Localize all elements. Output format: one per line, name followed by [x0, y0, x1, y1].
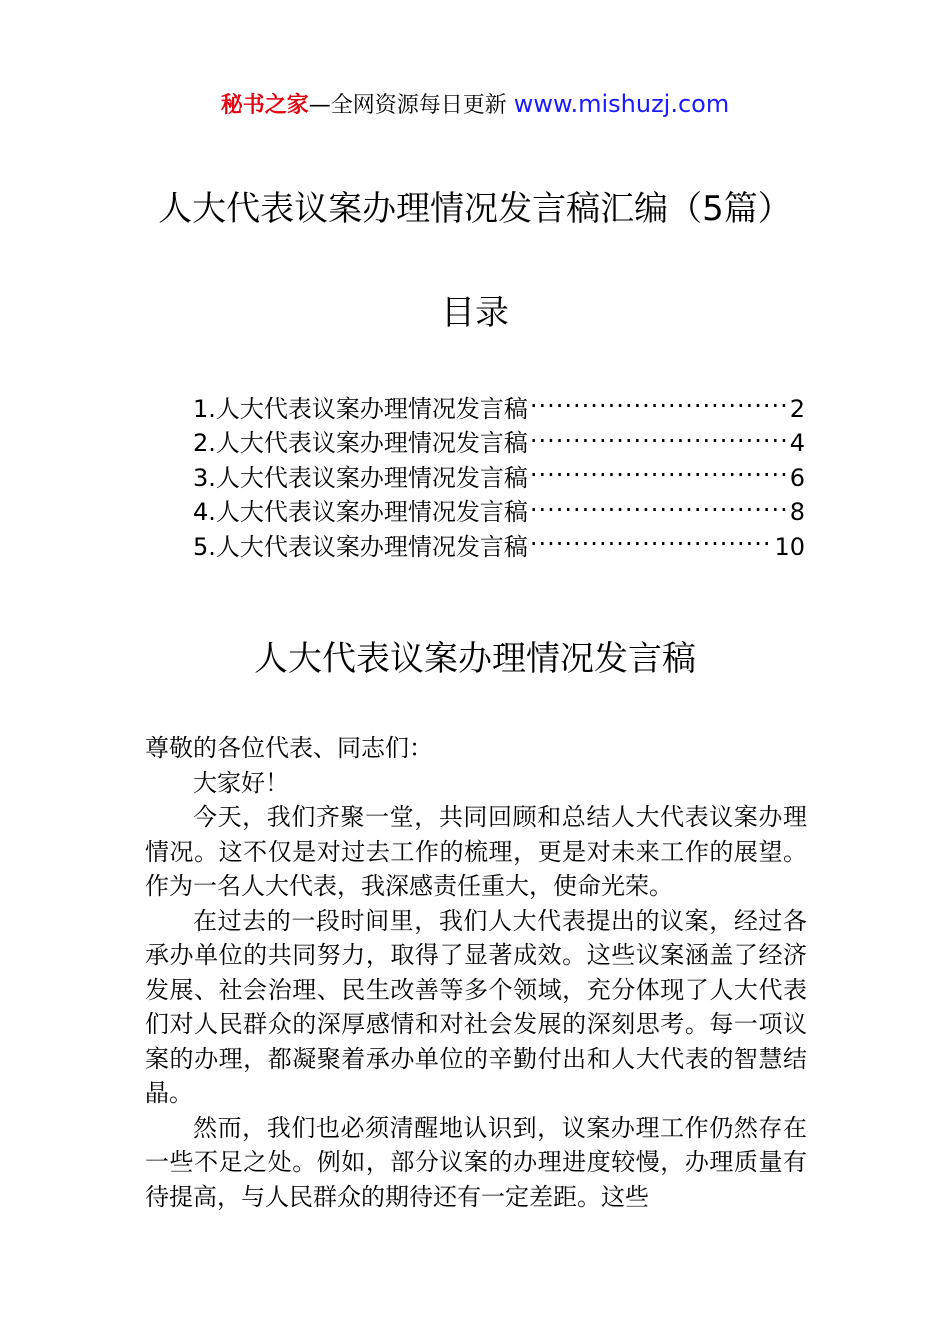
toc-dot-leader: [530, 486, 788, 521]
document-title: 人大代表议案办理情况发言稿汇编（5篇）: [158, 189, 792, 229]
site-slogan: —全网资源每日更新: [308, 93, 507, 118]
toc-dot-leader: [530, 417, 788, 452]
toc-entry-label: 5.人大代表议案办理情况发言稿: [193, 532, 528, 561]
speech-body: [145, 731, 807, 1214]
site-brand: 秘书之家: [220, 93, 309, 118]
site-header: [0, 88, 950, 122]
toc-entry-label: 3.人大代表议案办理情况发言稿: [193, 463, 528, 492]
toc-dot-leader: [530, 520, 773, 555]
toc-entry-page: 10: [774, 532, 805, 561]
toc-entry-label: 4.人大代表议案办理情况发言稿: [193, 498, 528, 526]
toc-entry-page: 8: [789, 498, 805, 526]
paragraph-greeting: 大家好！: [193, 768, 289, 797]
table-of-contents: [193, 382, 805, 561]
paragraph: 然而，我们也必须清醒地认识到，议案办理工作仍然存在一些不足之处。例如，部分议案的办理进度较慢，办理质量有待提高，与人民群众的期待还有一定差距。这些: [145, 1113, 807, 1211]
toc-entry-page: 6: [789, 463, 805, 492]
toc-dot-leader: [530, 451, 788, 486]
section-title: 人大代表议案办理情况发言稿: [254, 639, 696, 679]
toc-dot-leader: [530, 382, 788, 417]
site-url-link[interactable]: www.mishuzj.com: [513, 90, 730, 118]
paragraph: 今天，我们齐聚一堂，共同回顾和总结人大代表议案办理情况。这不仅是对过去工作的梳理，更是对未来工作的展望。作为一名人大代表，我深感责任重大，使命光荣。: [145, 803, 807, 900]
paragraph: 在过去的一段时间里，我们人大代表提出的议案，经过各承办单位的共同努力，取得了显著成效。这些议案涵盖了经济发展、社会治理、民生改善等多个领域，充分体现了人大代表们对人民群众的深厚感情和对社会发展的深刻思考。每一项议案的办理，都凝聚着承办单位的辛勤付出和人大代表的智慧结晶。: [145, 906, 807, 1107]
toc-entry-page: 4: [789, 429, 805, 457]
toc-entry-page: 2: [789, 394, 805, 423]
toc-heading: 目录: [441, 293, 509, 333]
salutation: 尊敬的各位代表、同志们：: [145, 734, 433, 762]
toc-entry-label: 2.人大代表议案办理情况发言稿: [193, 429, 528, 457]
toc-entry-1[interactable]: [193, 382, 805, 423]
toc-entry-label: 1.人大代表议案办理情况发言稿: [193, 394, 528, 423]
